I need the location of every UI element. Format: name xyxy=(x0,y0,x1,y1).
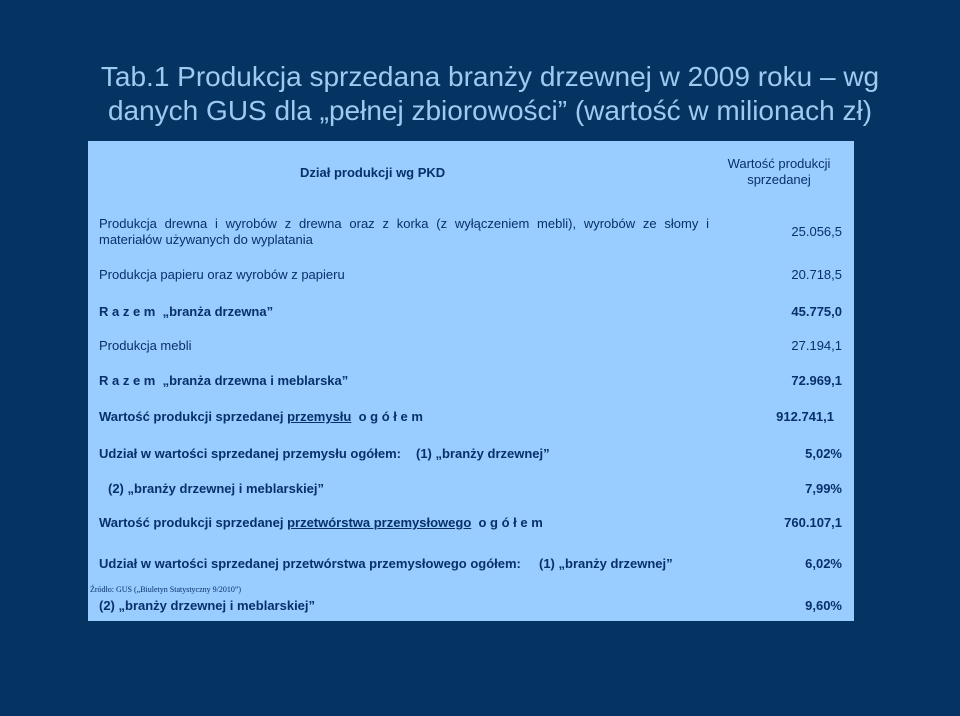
row-label-part: Wartość produkcji sprzedanej xyxy=(99,409,288,424)
data-table xyxy=(88,141,854,621)
row-value: 45.775,0 xyxy=(791,304,842,319)
title-line-1: Tab.1 Produkcja sprzedana branży drzewnej w 2009 roku – wg xyxy=(100,61,880,92)
row-label: Produkcja drewna i wyrobów z drewna oraz z korka (z wyłączeniem mebli), wyrobów ze słomy i materiałów używanych do wyplatania xyxy=(99,216,709,247)
row-label xyxy=(99,515,543,530)
row-label-underlined: przemysłu xyxy=(287,409,352,424)
row-label: R a z e m „branża drzewna i meblarska” xyxy=(99,373,349,388)
row-label: Udział w wartości sprzedanej przetwórstwa przemysłowego ogółem: xyxy=(99,556,521,571)
row-label: Produkcja mebli xyxy=(99,338,192,353)
row-value: 7,99% xyxy=(805,481,842,496)
row-label-sub: (1) „branży drzewnej” xyxy=(416,446,550,461)
row-value: 5,02% xyxy=(805,446,842,461)
header-division: Dział produkcji wg PKD xyxy=(300,165,446,180)
row-label-underlined: przetwórstwa przemysłowego xyxy=(287,515,472,530)
title-line-2: danych GUS dla „pełnej zbiorowości” (wartość w milionach zł) xyxy=(107,95,873,126)
source-note: Źródło: GUS („Biuletyn Statystyczny 9/2010”) xyxy=(90,585,242,594)
row-value: 20.718,5 xyxy=(791,267,842,282)
page-title xyxy=(80,60,900,128)
row-value: 912.741,1 xyxy=(776,409,834,424)
row-label-part: Wartość produkcji sprzedanej xyxy=(99,515,288,530)
row-label: (2) „branży drzewnej i meblarskiej” xyxy=(108,481,325,496)
row-value: 760.107,1 xyxy=(784,515,842,530)
row-label-sub: (1) „branży drzewnej” xyxy=(539,556,673,571)
row-label: Produkcja papieru oraz wyrobów z papieru xyxy=(99,267,345,282)
row-label: R a z e m „branża drzewna” xyxy=(99,304,274,319)
row-label: Udział w wartości sprzedanej przemysłu ogółem: xyxy=(99,446,401,461)
row-value: 25.056,5 xyxy=(791,224,842,239)
header-value-line-1: Wartość produkcji xyxy=(727,156,831,171)
header-value-line-2: sprzedanej xyxy=(747,172,811,187)
row-value: 27.194,1 xyxy=(791,338,842,353)
row-label: (2) „branży drzewnej i meblarskiej” xyxy=(99,598,316,613)
row-value: 9,60% xyxy=(805,598,842,613)
row-label-part: o g ó ł e m xyxy=(351,409,423,424)
row-value: 72.969,1 xyxy=(791,373,842,388)
row-value: 6,02% xyxy=(805,556,842,571)
row-label xyxy=(99,409,423,424)
row-label-part: o g ó ł e m xyxy=(471,515,543,530)
